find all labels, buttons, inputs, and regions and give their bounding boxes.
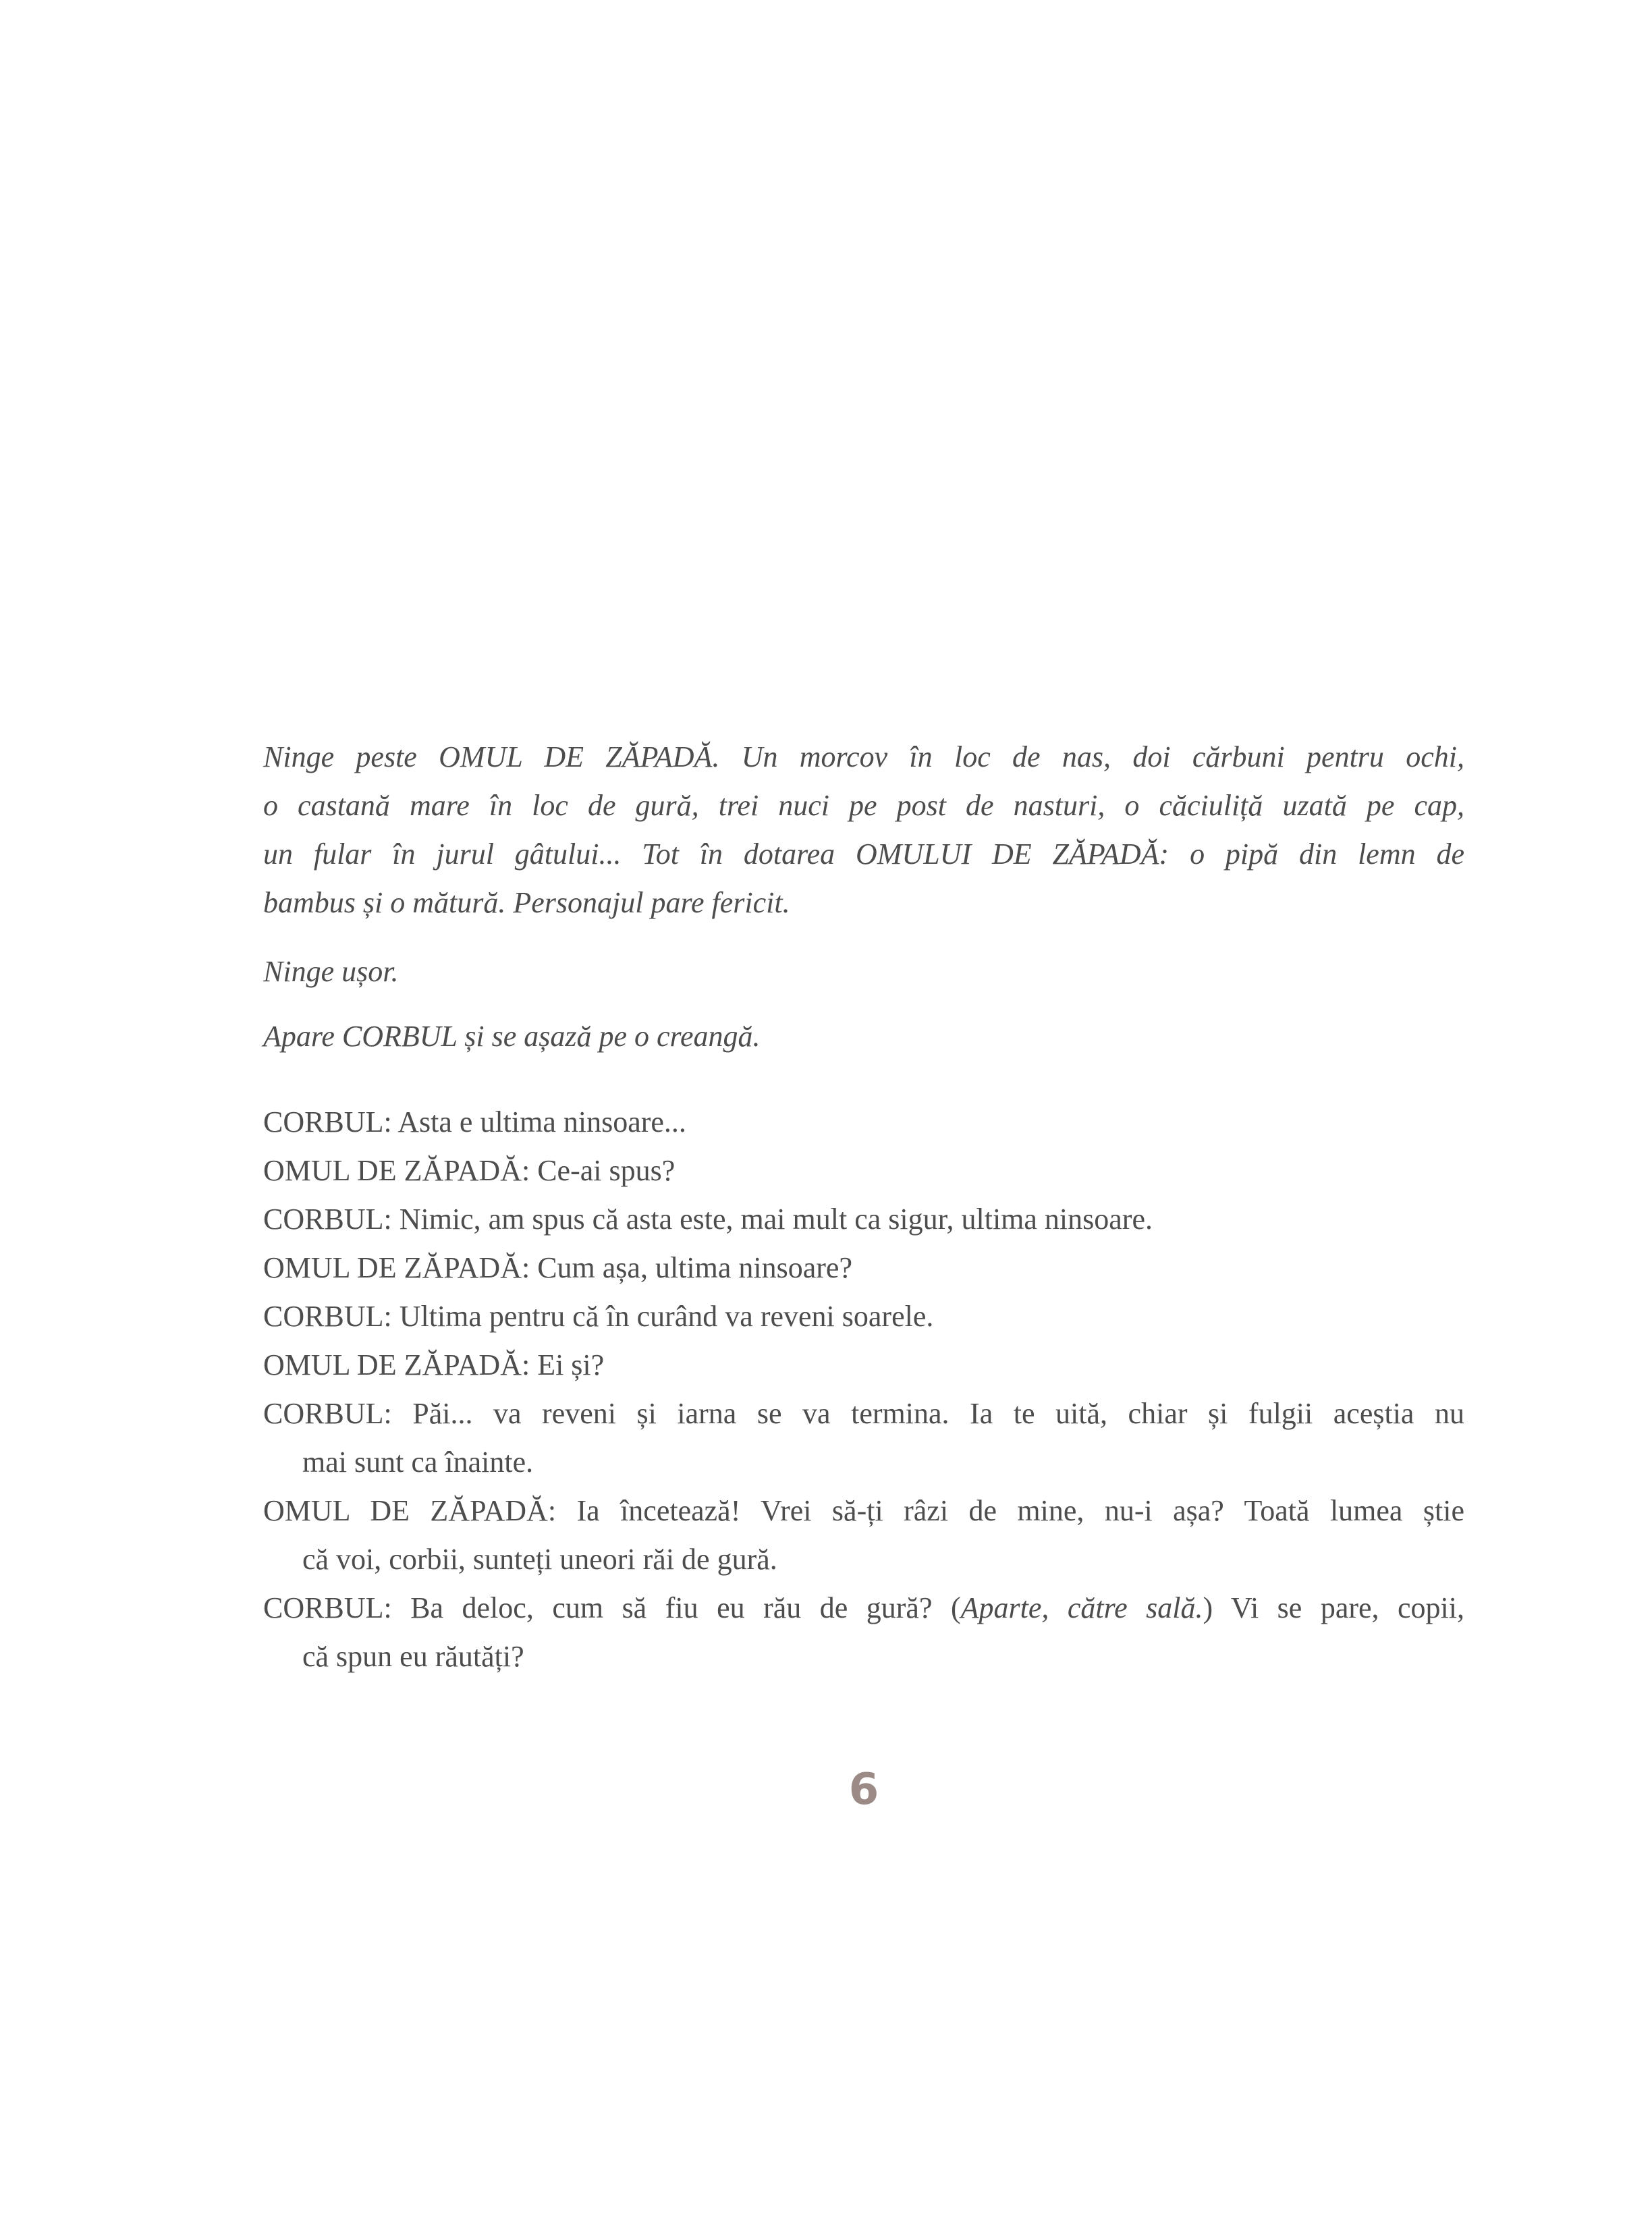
stage-directions — [263, 733, 1464, 1061]
text-segment: ) Vi se pare, copii, — [1203, 1591, 1464, 1624]
text-line: o castană mare în loc de gură, trei nuci pe post de nasturi, o căciuliță uzată pe cap, — [263, 789, 1464, 822]
stage-aside-segment: Aparte, către sală. — [960, 1591, 1203, 1624]
dialogue — [263, 1098, 1464, 1681]
text-line: bambus și o mătură. Personajul pare fericit. — [263, 886, 790, 919]
text-line: Apare CORBUL și se așază pe o creangă. — [263, 1020, 761, 1053]
page-number: 6 — [848, 1765, 879, 1815]
dialogue-entry — [263, 1584, 1464, 1681]
text-line: OMUL DE ZĂPADĂ: Ia încetează! Vrei să-ți râzi de mine, nu-i așa? Toată lumea știe — [263, 1494, 1464, 1527]
stage-direction — [263, 1012, 1464, 1061]
dialogue-entry — [263, 1147, 1464, 1195]
text-line: că spun eu răutăți? — [302, 1640, 524, 1673]
text-line — [263, 1584, 1464, 1632]
text-line: că voi, corbii, sunteți uneori răi de gură. — [302, 1543, 777, 1576]
dialogue-entry — [263, 1341, 1464, 1390]
dialogue-entry — [263, 1487, 1464, 1584]
dialogue-entry — [263, 1098, 1464, 1147]
text-line: CORBUL: Ultima pentru că în curând va reveni soarele. — [263, 1300, 934, 1333]
text-line: OMUL DE ZĂPADĂ: Ei și? — [263, 1348, 605, 1381]
text-line: Ninge peste OMUL DE ZĂPADĂ. Un morcov în loc de nas, doi cărbuni pentru ochi, — [263, 740, 1464, 773]
text-line: Ninge ușor. — [263, 955, 399, 988]
text-content — [263, 733, 1464, 1681]
dialogue-entry — [263, 1292, 1464, 1341]
dialogue-entry — [263, 1390, 1464, 1487]
text-line: OMUL DE ZĂPADĂ: Cum așa, ultima ninsoare? — [263, 1251, 852, 1284]
stage-direction — [263, 947, 1464, 996]
text-line: CORBUL: Păi... va reveni și iarna se va termina. Ia te uită, chiar și fulgii aceștia nu — [263, 1397, 1464, 1430]
dialogue-entry — [263, 1195, 1464, 1244]
text-segment: CORBUL: Ba deloc, cum să fiu eu rău de gură? ( — [263, 1591, 961, 1624]
text-line: mai sunt ca înainte. — [302, 1446, 534, 1479]
text-line: un fular în jurul gâtului... Tot în dotarea OMULUI DE ZĂPADĂ: o pipă din lemn de — [263, 837, 1464, 871]
text-line: CORBUL: Nimic, am spus că asta este, mai mult ca sigur, ultima ninsoare. — [263, 1203, 1153, 1236]
dialogue-entry — [263, 1244, 1464, 1292]
text-line: CORBUL: Asta e ultima ninsoare... — [263, 1105, 686, 1138]
text-line: OMUL DE ZĂPADĂ: Ce-ai spus? — [263, 1154, 676, 1187]
stage-direction — [263, 733, 1464, 927]
